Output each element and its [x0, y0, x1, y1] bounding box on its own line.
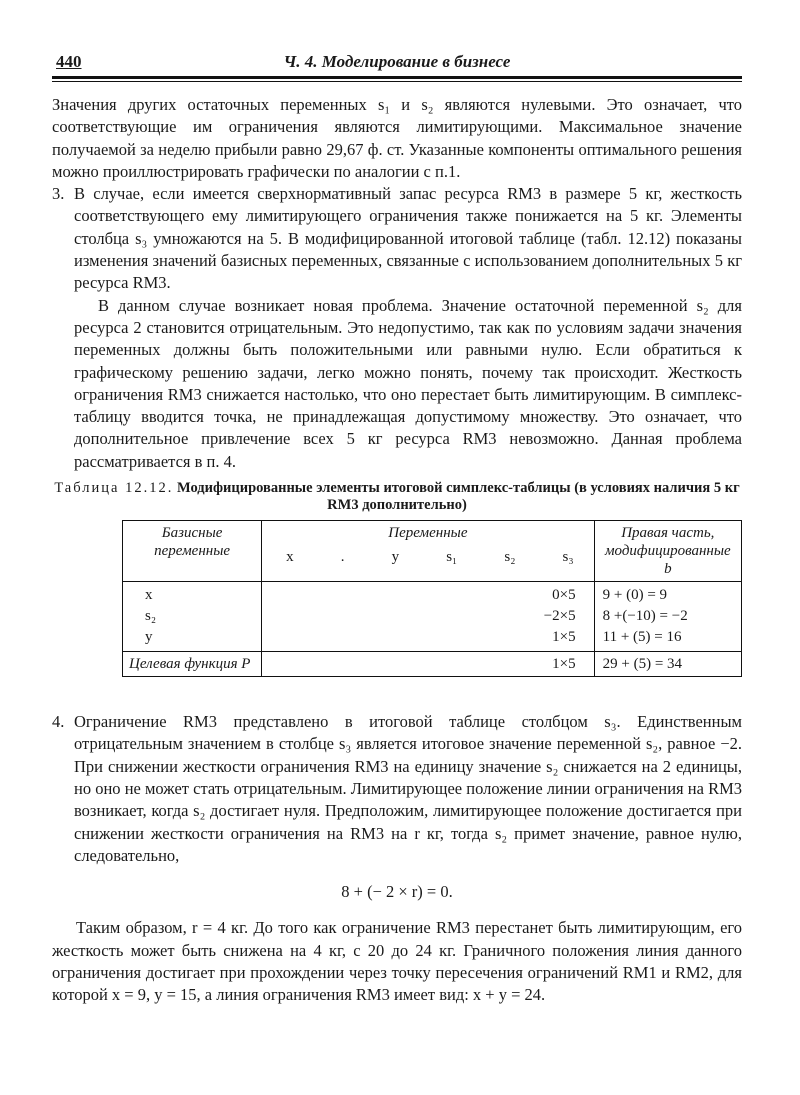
header-rule-thin — [52, 81, 742, 82]
book-page — [52, 52, 742, 1005]
objective-rhs: 29 + (5) = 34 — [594, 652, 741, 677]
header-rule-thick — [52, 76, 742, 79]
running-head: Ч. 4. Моделирование в бизнесе — [283, 52, 511, 71]
table-header-row — [123, 521, 742, 582]
rhs-row-x: 9 + (0) = 9 — [602, 587, 668, 604]
page-number: 440 — [56, 52, 82, 71]
list-item-number: 4. — [52, 712, 65, 732]
page-header — [52, 52, 742, 78]
var-labels-row — [268, 542, 587, 566]
var-label-separator: . — [340, 549, 345, 566]
rhs-row-y: 11 + (5) = 16 — [602, 629, 682, 646]
rhs-row-s2: 8 +(−10) = −2 — [602, 608, 688, 625]
header-basis-cell — [123, 521, 262, 582]
var-label-x: x — [286, 549, 294, 566]
table-body-row — [123, 582, 742, 652]
s3-row-x: 0×5 — [552, 587, 576, 604]
header-vars-cell — [262, 521, 594, 582]
s3-row-s2: −2×5 — [543, 608, 576, 625]
rhs-values — [594, 582, 741, 652]
header-rhs: Правая часть, модифицированные b — [604, 525, 731, 578]
basis-x: x — [145, 587, 153, 604]
list-item-text: В случае, если имеется сверхнормативный запас ресурса RM3 в размере 5 кг, жесткость соответствующего ему лимитирующего ограничения также понижается на 5 кг. Элементы столбца s₃ умножаются на 5. В модифицированной итоговой таблице (табл. 12.12) показаны изменения значений базисных переменных, связанные с использованием дополнительных 5 кг ресурса RM3. — [74, 184, 742, 293]
var-label-s1: s₁ — [446, 549, 458, 566]
s3-values — [262, 582, 594, 652]
objective-basis: Целевая функция P — [123, 652, 262, 677]
list-item-3 — [52, 183, 742, 294]
paragraph-opening: Значения других остаточных переменных s₁ и s₂ являются нулевыми. Это означает, что соответствующие им ограничения являются лимитирующими. Максимальное значение получаемой за неделю прибыли равно 29,67 ф. ст. Указанные компоненты оптимального решения можно проиллюстрировать графически по аналогии с п.1. — [52, 95, 742, 181]
table-spacer — [52, 677, 742, 711]
var-label-s3: s₃ — [562, 549, 574, 566]
simplex-table — [122, 520, 742, 677]
var-label-y: y — [391, 549, 400, 566]
header-rhs-cell — [594, 521, 741, 582]
page-body — [52, 94, 742, 1007]
var-label-s2: s₂ — [504, 549, 516, 566]
header-basis: Базисные переменные — [154, 525, 231, 560]
equation: 8 + (− 2 × r) = 0. — [341, 882, 453, 902]
list-item-4 — [52, 711, 742, 867]
paragraph-final: Таким образом, r = 4 кг. До того как ограничение RM3 перестанет быть лимитирующим, его жесткость может быть снижена на 4 кг, с 20 до 24 кг. Граничного положения линия данного ограничения достигает при прохождении через точку пересечения ограничений RM1 и RM2, для которой x = 9, y = 15, а линия ограничения RM3 имеет вид: x + y = 24. — [52, 918, 742, 1005]
basis-s2: s₂ — [145, 608, 157, 625]
header-vars: Переменные — [388, 525, 468, 542]
table-caption-label: Таблица 12.12. — [54, 480, 174, 497]
list-item-text: Ограничение RM3 представлено в итоговой таблице столбцом s₃. Единственным отрицательным значением в столбце s₃ является итоговое значение переменной s₂, равное −2. При снижении жесткости ограничения RM3 на единицу значение s₂ снижается на 2 единицы, но оно не может стать отрицательным. Лимитирующее положение линии ограничения на RM3 возникает, когда s₂ достигает нуля. Предположим, лимитирующее положение достигается при снижении жесткости ограничения на RM3 на r кг, тогда s₂ примет значение, равное нулю, следовательно, — [74, 712, 742, 865]
paragraph-continuation: В данном случае возникает новая проблема. Значение остаточной переменной s₂ для ресурса 2 становится отрицательным. Это недопустимо, так как по условиям задачи значения переменных должны быть положительными или равными нулю. Если обратиться к графическому решению задачи, легко можно понять, почему так происходит. Жесткость ограничения RM3 снижается настолько, что оно перестает быть лимитирующим. В симплекс-таблицу вводится точка, не принадлежащая допустимому множеству. Это означает, что дополнительное привлечение всех 5 кг ресурса RM3 невозможно. Данная проблема рассматривается в п. 4. — [74, 295, 742, 471]
list-item-number: 3. — [52, 184, 65, 204]
table-caption-title: Модифицированные элементы итоговой симплекс-таблицы (в условиях наличия 5 кг RM3 дополнительно) — [176, 480, 740, 514]
table-caption — [52, 480, 742, 514]
table-objective-row — [123, 652, 742, 677]
s3-row-y: 1×5 — [552, 629, 576, 646]
basis-values — [123, 582, 262, 652]
basis-y: y — [145, 629, 153, 646]
objective-s3: 1×5 — [262, 652, 594, 677]
